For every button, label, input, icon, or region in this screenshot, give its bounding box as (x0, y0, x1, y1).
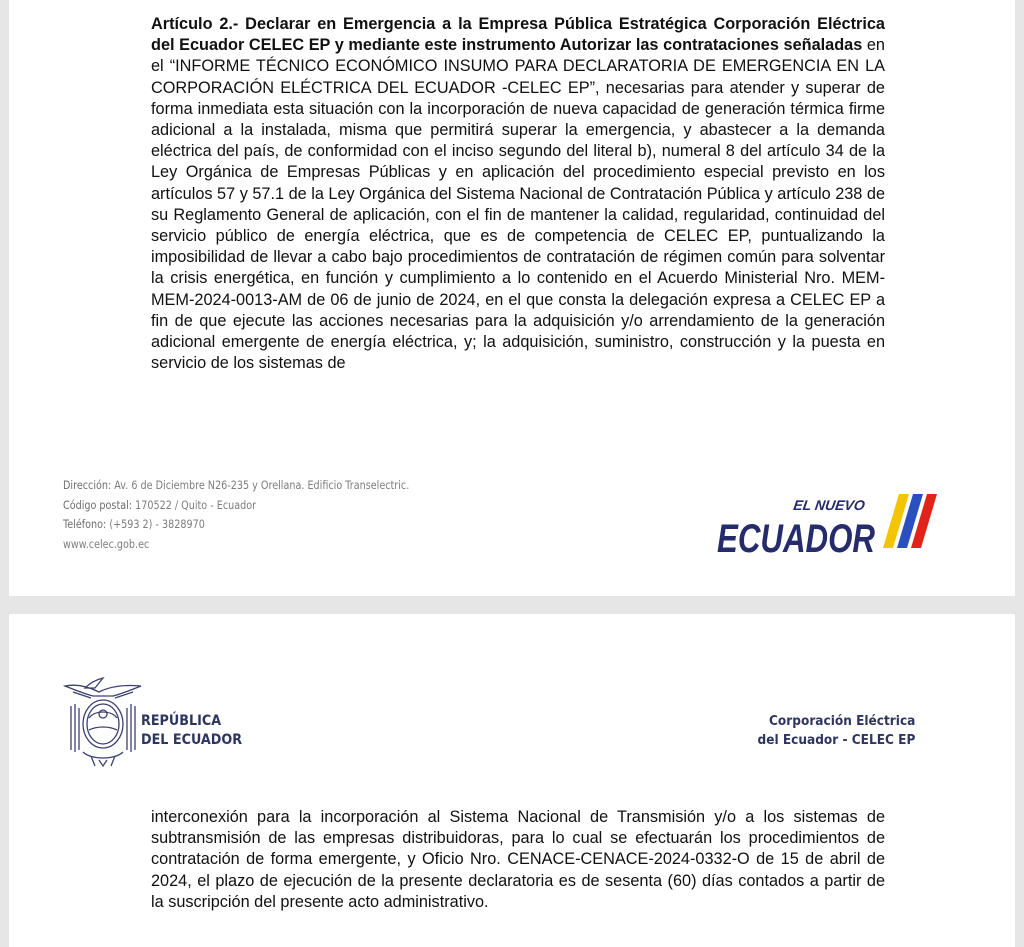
continuation-paragraph: interconexión para la incorporación al Sistema Nacional de Transmisión y/o a los sistemas de subtransmisión de las empresas distribuidoras, para lo cual se efectuarán los procedimientos de contratación de forma emergente, y Oficio Nro. CENACE-CENACE-2024-0332-O de 15 de abril de 2024, el plazo de ejecución de la presente declaratoria es de sesenta (60) días contados a partir de la suscripción del presente acto administrativo. (151, 808, 885, 911)
republica-del-ecuador-header: REPÚBLICA DEL ECUADOR (141, 713, 243, 748)
document-page-1 (9, 0, 1015, 596)
celec-ep-header: Corporación Eléctrica del Ecuador - CELEC EP (757, 713, 915, 748)
logo-small-text: EL NUEVO (792, 497, 866, 513)
article-2-heading: Artículo 2.- Declarar en Emergencia a la Empresa Pública Estratégica Corporación Eléctrica del Ecuador CELEC EP y mediante este instrumento Autorizar las contrataciones señaladas (151, 15, 885, 55)
footer-postal-code: Código postal: 170522 / Quito - Ecuador (63, 498, 257, 512)
article-2-paragraph (151, 14, 885, 374)
el-nuevo-ecuador-logo (703, 488, 943, 558)
footer-phone: Teléfono: (+593 2) - 3828970 (63, 518, 205, 531)
page-footer (63, 476, 409, 554)
article-2-body: en el “INFORME TÉCNICO ECONÓMICO INSUMO PARA DECLARATORIA DE EMERGENCIA EN LA CORPORACIÓN ELÉCTRICA DEL ECUADOR -CELEC EP”, necesarias para atender y superar de forma inmediata esta situación con la incorporación de nueva capacidad de generación térmica firme adicional a la instalada, misma que permitirá superar la emergencia, y abastecer a la demanda eléctrica del país, de conformidad con el inciso segundo del literal b), numeral 8 del artículo 34 de la Ley Orgánica de Empresas Públicas y en aplicación del procedimiento especial previsto en los artículos 57 y 57.1 de la Ley Orgánica del Sistema Nacional de Contratación Pública y artículo 238 de su Reglamento General de aplicación, con el fin de mantener la calidad, regularidad, continuidad del servicio público de energía eléctrica, que es de competencia de CELEC EP, puntualizando la imposibilidad de llevar a cabo bajo procedimientos de contratación de régimen común para solventar la crisis energética, en función y cumplimiento a lo contenido en el Acuerdo Ministerial Nro. MEM-MEM-2024-0013-AM de 06 de junio de 2024, en el que consta la delegación expresa a CELEC EP a fin de que ejecute las acciones necesarias para la adquisición y/o arrendamiento de la generación adicional emergente de energía eléctrica, y; la adquisición, suministro, construcción y la puesta en servicio de los sistemas de (151, 36, 885, 373)
document-page-2 (9, 614, 1015, 947)
logo-big-text: ECUADOR (717, 517, 876, 558)
coat-of-arms-icon (61, 674, 145, 768)
footer-address: Dirección: Av. 6 de Diciembre N26-235 y Orellana. Edificio Transelectric. (63, 479, 410, 492)
footer-website: www.celec.gob.ec (63, 537, 150, 551)
